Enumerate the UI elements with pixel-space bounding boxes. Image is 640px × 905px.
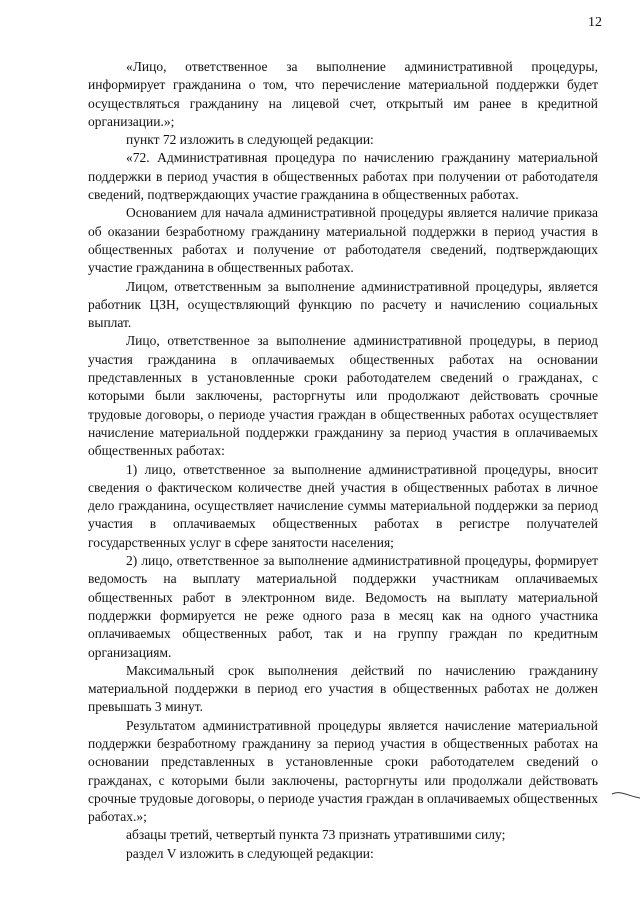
paragraph: Лицо, ответственное за выполнение административной процедуры, в период участия гражданина в оплачиваемых общественных работах на основании представленных в установленные сроки работодателем сведений о гражданах, с которыми были заключены, расторгнуты или продолжают действовать срочные трудовые договоры, о периоде участия граждан в общественных работах осуществляет начисление материальной поддержки гражданину за период участия в оплачиваемых общественных работах:: [88, 333, 598, 459]
scan-edge-mark: [610, 782, 640, 802]
paragraph: раздел V изложить в следующей редакции:: [126, 845, 374, 861]
paragraph: абзацы третий, четвертый пункта 73 признать утратившими силу;: [126, 827, 506, 843]
paragraph: пункт 72 изложить в следующей редакции:: [126, 132, 374, 148]
document-body: [88, 58, 598, 863]
paragraph: 2) лицо, ответственное за выполнение административной процедуры, формирует ведомость на выплату материальной поддержки участникам оплачиваемых общественных работ в электронном виде. Ведомость на выплату материальной поддержки формируется не реже одного раза в месяц как на одного участника оплачиваемых общественных работ, так и на группу граждан по кредитным организациям.: [88, 553, 598, 660]
page-number: 12: [588, 15, 602, 30]
paragraph: «Лицо, ответственное за выполнение административной процедуры, информирует гражданина о том, что перечисление материальной поддержки будет осуществляться гражданину на лицевой счет, открытый им ранее в кредитной организации.»;: [88, 59, 598, 129]
paragraph: «72. Административная процедура по начислению гражданину материальной поддержки в период участия в общественных работах при получении от работодателя сведений, подтверждающих участие гражданина в общественных работах.: [88, 150, 598, 203]
paragraph: Результатом административной процедуры является начисление материальной поддержки безработному гражданину за период участия в общественных работах на основании представленных в установленные сроки работодателем сведений о гражданах, с которыми были заключены, расторгнуты или продолжали действовать срочные трудовые договоры, о периоде участия граждан в оплачиваемых общественных работах.»;: [88, 717, 598, 825]
paragraph: Максимальный срок выполнения действий по начислению гражданину материальной поддержки в период его участия в общественных работах не должен превышать 3 минут.: [88, 662, 598, 715]
paragraph: Основанием для начала административной процедуры является наличие приказа об оказании безработному гражданину материальной поддержки в период участия в общественных работах и получение от работодателя сведений, подтверждающих участие гражданина в общественных работах.: [88, 205, 598, 276]
paragraph: Лицом, ответственным за выполнение административной процедуры, является работник ЦЗН, осуществляющий функцию по расчету и начислению социальных выплат.: [88, 278, 598, 331]
paragraph: 1) лицо, ответственное за выполнение административной процедуры, вносит сведения о фактическом количестве дней участия в общественных работах в личное дело гражданина, осуществляет начисление суммы материальной поддержки за период участия в оплачиваемых общественных работах в регистре получателей государственных услуг в сфере занятости населения;: [88, 461, 598, 550]
